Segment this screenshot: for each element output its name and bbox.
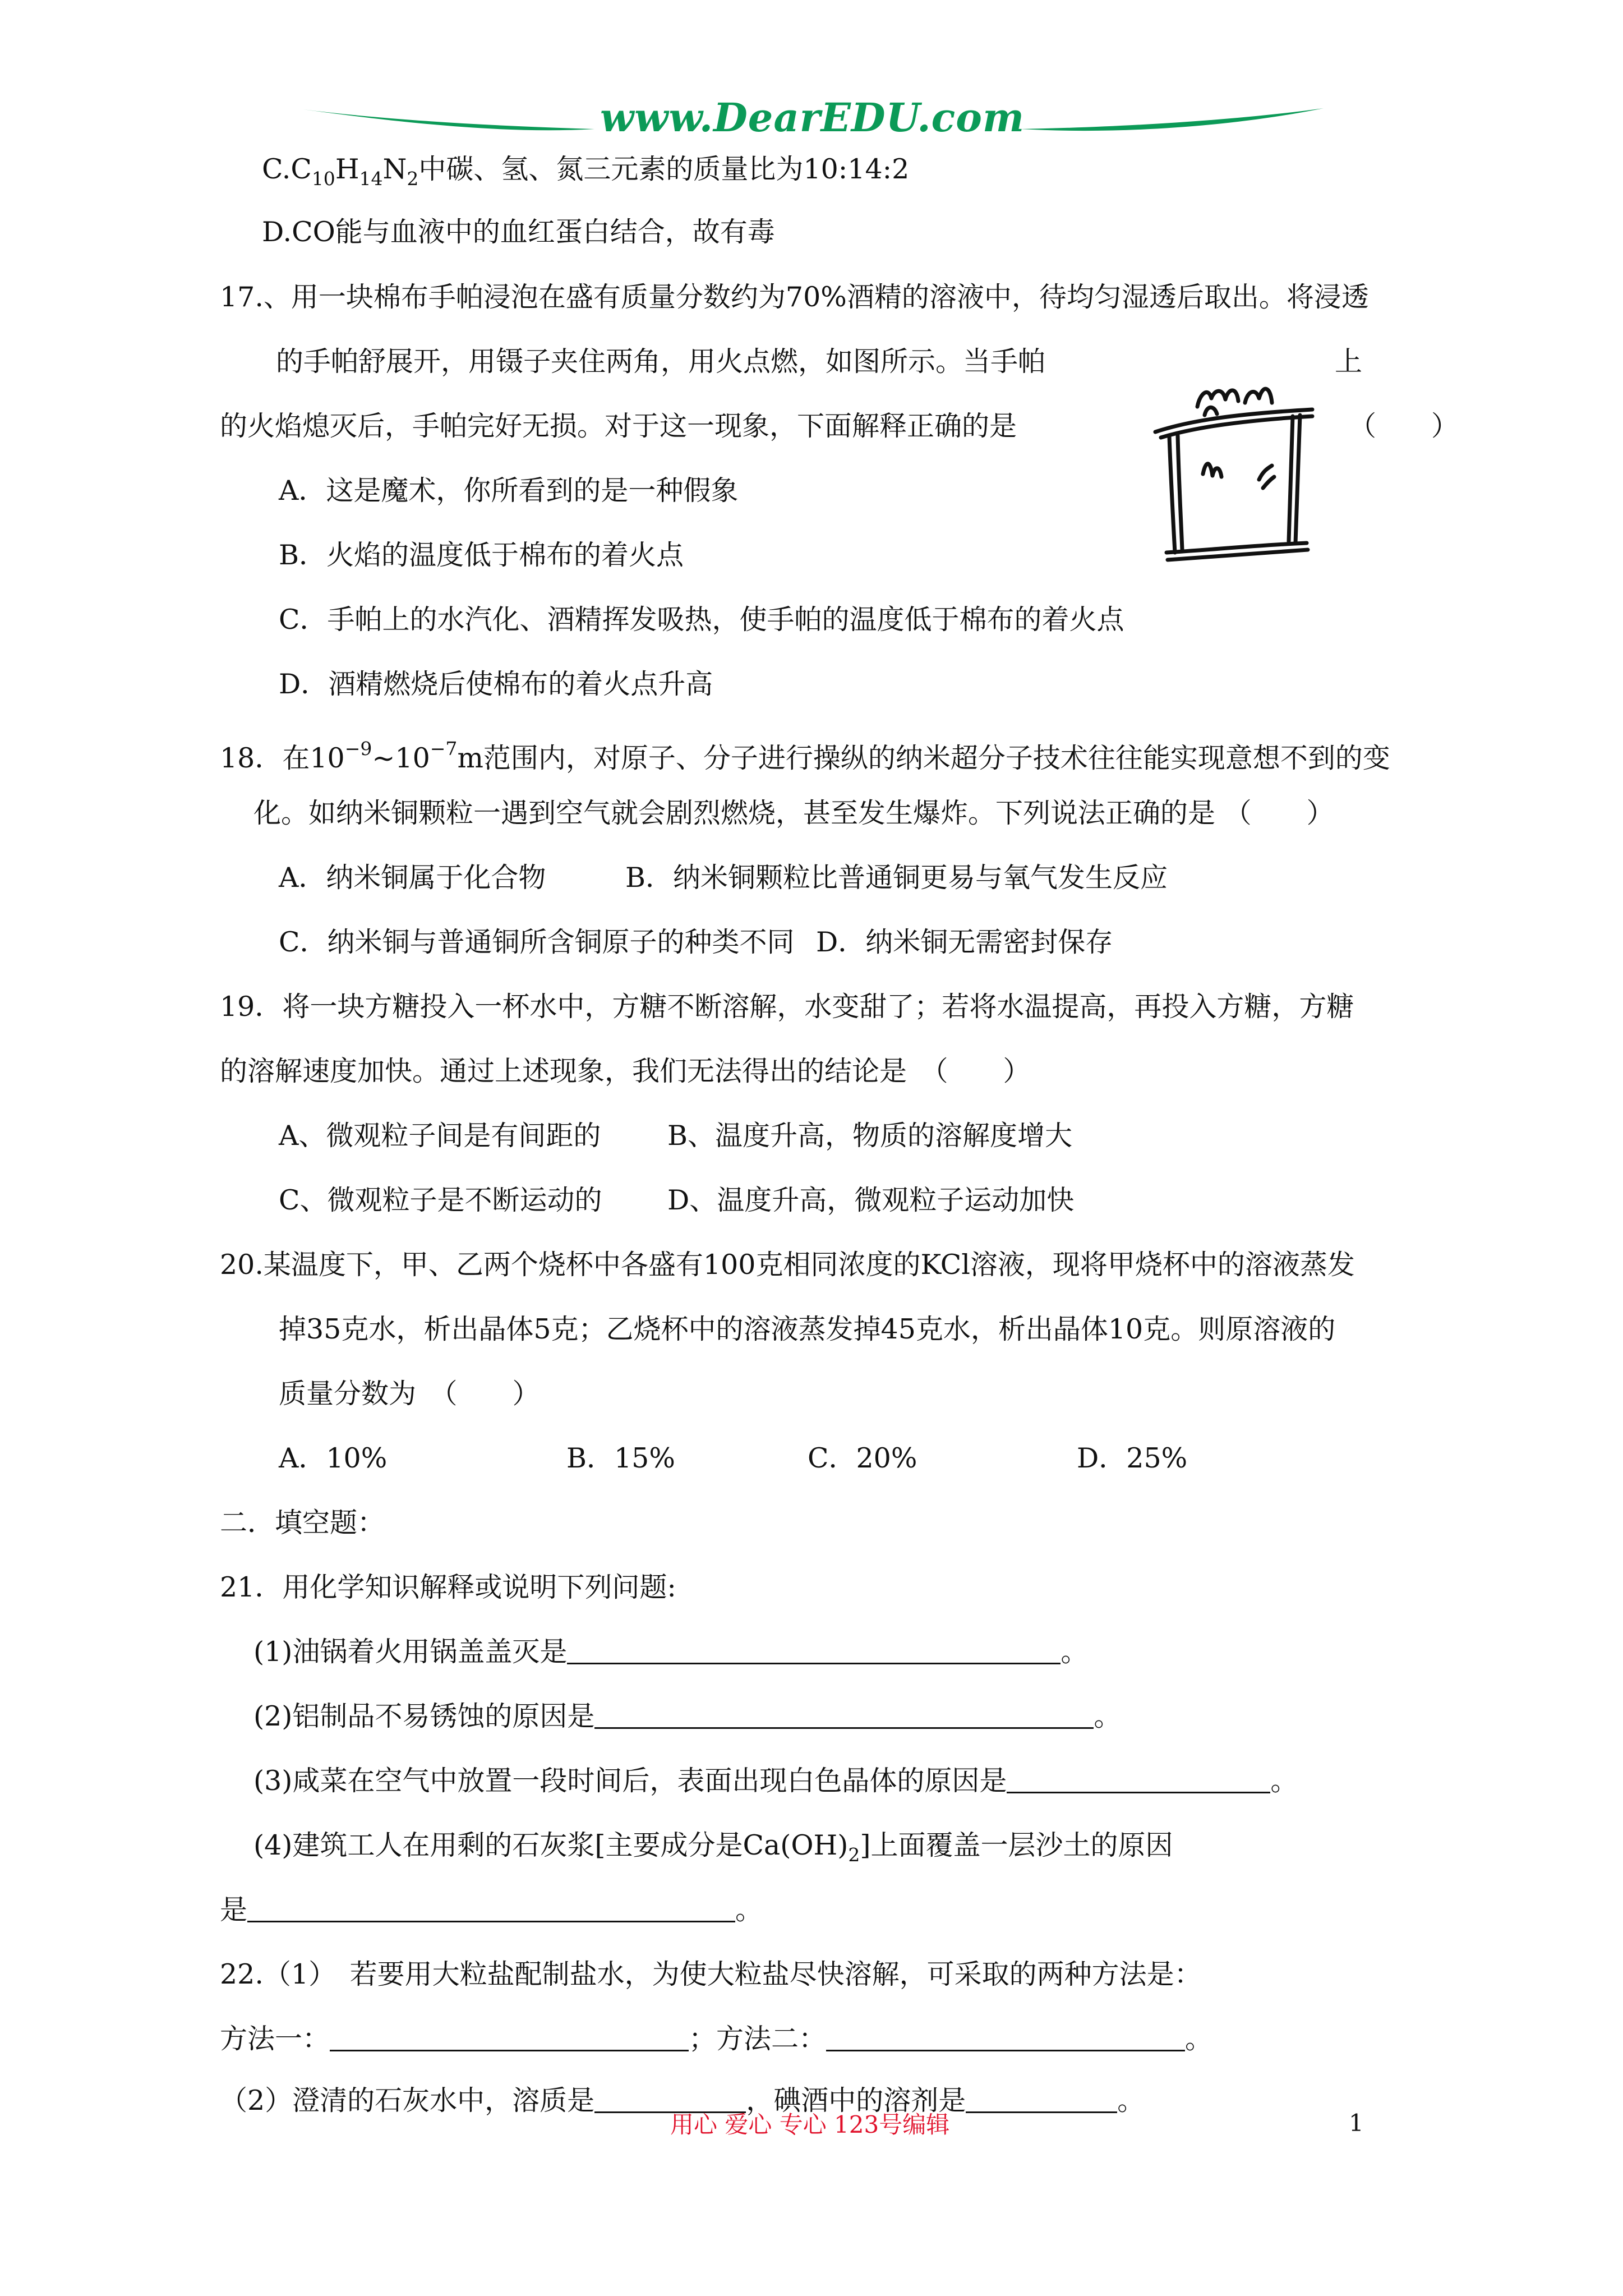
q17-option-c: C．手帕上的水汽化、酒精挥发吸热，使手帕的温度低于棉布的着火点 [279, 604, 1124, 636]
q17-option-a: A．这是魔术，你所看到的是一种假象 [279, 475, 739, 507]
answer-blank[interactable] [247, 1896, 735, 1922]
q19-option-d: D、温度升高，微观粒子运动加快 [667, 1184, 1075, 1216]
q21-part1: (1)油锅着火用锅盖盖灭是 。 [253, 1636, 1089, 1668]
q20-stem-line2: 掉35克水，析出晶体5克；乙烧杯中的溶液蒸发掉45克水，析出晶体10克。则原溶液的 [279, 1313, 1336, 1345]
answer-blank[interactable] [567, 1638, 1061, 1664]
header-site-name: www.DearEDU.com [600, 94, 1025, 141]
q22-part1: 22.（1） 若要用大粒盐配制盐水，为使大粒盐尽快溶解，可采取的两种方法是： [220, 1958, 1202, 1990]
q18-option-c: C．纳米铜与普通铜所含铜原子的种类不同 [279, 926, 795, 958]
q16-option-c: $C.C_{10}H_{14}N_2$中碳、氢、氮三元素的质量比为10:14:2 [262, 153, 910, 190]
answer-blank[interactable] [1007, 1767, 1270, 1793]
q18-stem-line2: 化。如纳米铜颗粒一遇到空气就会剧烈燃烧，甚至发生爆炸。下列说法正确的是 （ ） [253, 797, 1334, 829]
q20-option-d: D．25% [1077, 1442, 1188, 1474]
q20-stem-line3: 质量分数为 （ ） [279, 1378, 540, 1410]
q17-answer-paren: （ ） [1349, 410, 1459, 442]
q21-part4-line2: 是 。 [220, 1894, 763, 1926]
q17-stem-line2-tail: 上 [1335, 346, 1363, 378]
q21-part3: (3)咸菜在空气中放置一段时间后，表面出现白色晶体的原因是 。 [253, 1765, 1298, 1797]
q18-option-d: D．纳米铜无需密封保存 [816, 926, 1113, 958]
q19-option-b: B、温度升高，物质的溶解度增大 [667, 1120, 1073, 1152]
header-swoosh-right [1021, 104, 1324, 143]
q20-option-c: C．20% [808, 1442, 917, 1474]
q20-option-a: A．10% [279, 1442, 388, 1474]
q20-option-b: B．15% [566, 1442, 675, 1474]
q22-part2: （2）澄清的石灰水中，溶质是 ，碘酒中的溶剂是 。 [220, 2085, 1145, 2116]
q19-option-c: C、微观粒子是不断运动的 [279, 1184, 602, 1216]
header-swoosh-left [303, 104, 594, 143]
q16-option-d: D.CO能与血液中的血红蛋白结合，故有毒 [262, 216, 775, 248]
q19-stem-line2: 的溶解速度加快。通过上述现象，我们无法得出的结论是 （ ） [220, 1055, 1031, 1087]
q18-option-a: A．纳米铜属于化合物 [279, 862, 546, 894]
footer-credit: 用心 爱心 专心 123号编辑 [670, 2111, 950, 2138]
q18-option-b: B．纳米铜颗粒比普通铜更易与氧气发生反应 [625, 862, 1168, 894]
q20-stem-line1: 20.某温度下，甲、乙两个烧杯中各盛有100克相同浓度的KCl溶液，现将甲烧杯中的溶液蒸发 [220, 1249, 1355, 1281]
q17-option-d: D．酒精燃烧后使棉布的着火点升高 [279, 668, 713, 700]
answer-blank-method1[interactable] [330, 2025, 689, 2051]
answer-blank[interactable] [594, 1703, 1094, 1729]
q19-option-a: A、微观粒子间是有间距的 [279, 1120, 601, 1152]
answer-blank-method2[interactable] [826, 2025, 1185, 2051]
q17-stem-line3: 的火焰熄灭后，手帕完好无损。对于这一现象，下面解释正确的是 [220, 410, 1017, 442]
q18-stem-line1: 18．在$10^{-9}\sim 10^{-7}m$范围内，对原子、分子进行操纵的纳米超分子技术往往能实现意想不到的变 [220, 738, 1390, 774]
page-number: 1 [1349, 2109, 1364, 2137]
q17-option-b: B．火焰的温度低于棉布的着火点 [279, 539, 684, 571]
section-title-fill-in: 二．填空题： [220, 1507, 385, 1539]
q17-stem-line1: 17.、用一块棉布手帕浸泡在盛有质量分数约为70%酒精的溶液中，待均匀湿透后取出。将浸透 [220, 281, 1369, 313]
q21-part4: (4)建筑工人在用剩的石灰浆[主要成分是$Ca(OH)_2$]上面覆盖一层沙土的原因 [253, 1829, 1173, 1866]
q17-stem-line2: 的手帕舒展开，用镊子夹住两角，用火点燃，如图所示。当手帕 [276, 346, 1046, 378]
q19-stem-line1: 19．将一块方糖投入一杯水中，方糖不断溶解，水变甜了；若将水温提高，再投入方糖，方糖 [220, 991, 1354, 1023]
q22-methods: 方法一： ；方法二： 。 [220, 2023, 1213, 2055]
q21-stem: 21．用化学知识解释或说明下列问题: [220, 1571, 676, 1603]
burning-handkerchief-figure [1144, 353, 1318, 572]
q21-part2: (2)铝制品不易锈蚀的原因是 。 [253, 1700, 1122, 1732]
answer-blank-solvent[interactable] [966, 2087, 1117, 2113]
